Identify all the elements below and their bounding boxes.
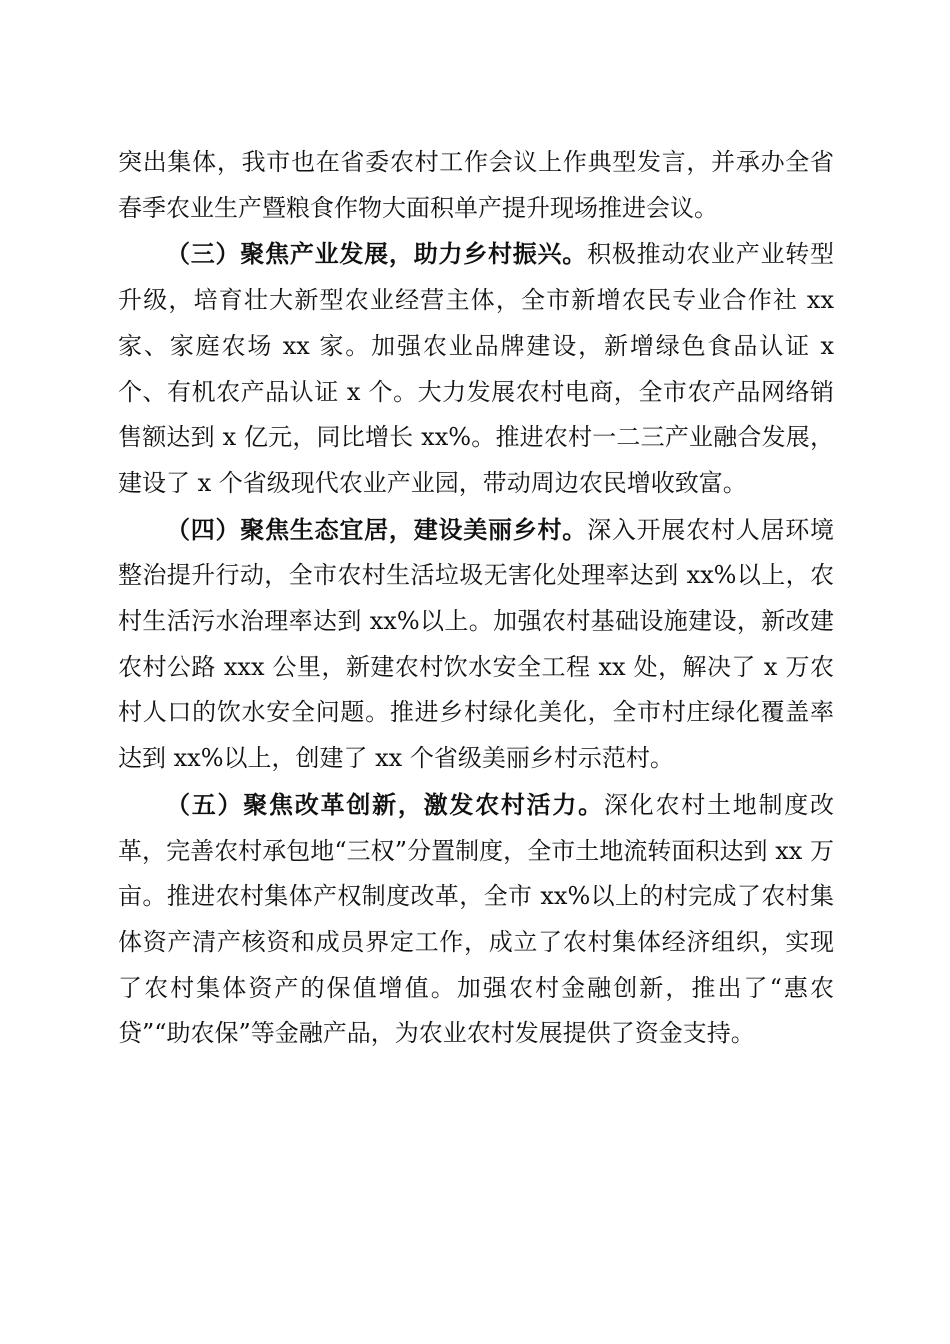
paragraph-section-4	[118, 507, 834, 782]
paragraph-text: 深入开展农村人居环境整治提升行动，全市农村生活垃圾无害化处理率达到 xx%以上，农村生活污水治理率达到 xx%以上。加强农村基础设施建设，新改建农村公路 xxx 公里，新建农村饮水安全工程 xx 处，解决了 x 万农村人口的饮水安全问题。推进乡村绿化美化，全市村庄绿化覆盖率达到 xx%以上，创建了 xx 个省级美丽乡村示范村。	[118, 515, 835, 773]
paragraph-text: 积极推动农业产业转型升级，培育壮大新型农业经营主体，全市新增农民专业合作社 xx 家、家庭农场 xx 家。加强农业品牌建设，新增绿色食品认证 x 个、有机农产品认证 x 个。大力发展农村电商，全市农产品网络销售额达到 x 亿元，同比增长 xx%。推进农村一二三产业融合发展，建设了 x 个省级现代农业产业园，带动周边农民增收致富。	[118, 240, 835, 497]
document-body	[118, 140, 834, 1057]
paragraph-continuation	[118, 140, 834, 231]
paragraph-text: 突出集体，我市也在省委农村工作会议上作典型发言，并承办全省春季农业生产暨粮食作物大面积单产提升现场推进会议。	[118, 148, 834, 222]
section-heading: （五）聚焦改革创新，激发农村活力。	[166, 789, 604, 819]
paragraph-section-3	[118, 231, 834, 506]
paragraph-section-5	[118, 782, 834, 1057]
section-heading: （三）聚焦产业发展，助力乡村振兴。	[166, 239, 588, 269]
section-heading: （四）聚焦生态宜居，建设美丽乡村。	[166, 514, 588, 544]
paragraph-text: 深化农村土地制度改革，完善农村承包地“三权”分置制度，全市土地流转面积达到 xx 万亩。推进农村集体产权制度改革，全市 xx%以上的村完成了农村集体资产清产核资和成员界定工作，成立了农村集体经济组织，实现了农村集体资产的保值增值。加强农村金融创新，推出了“惠农贷”“助农保”等金融产品，为农业农村发展提供了资金支持。	[118, 790, 835, 1048]
